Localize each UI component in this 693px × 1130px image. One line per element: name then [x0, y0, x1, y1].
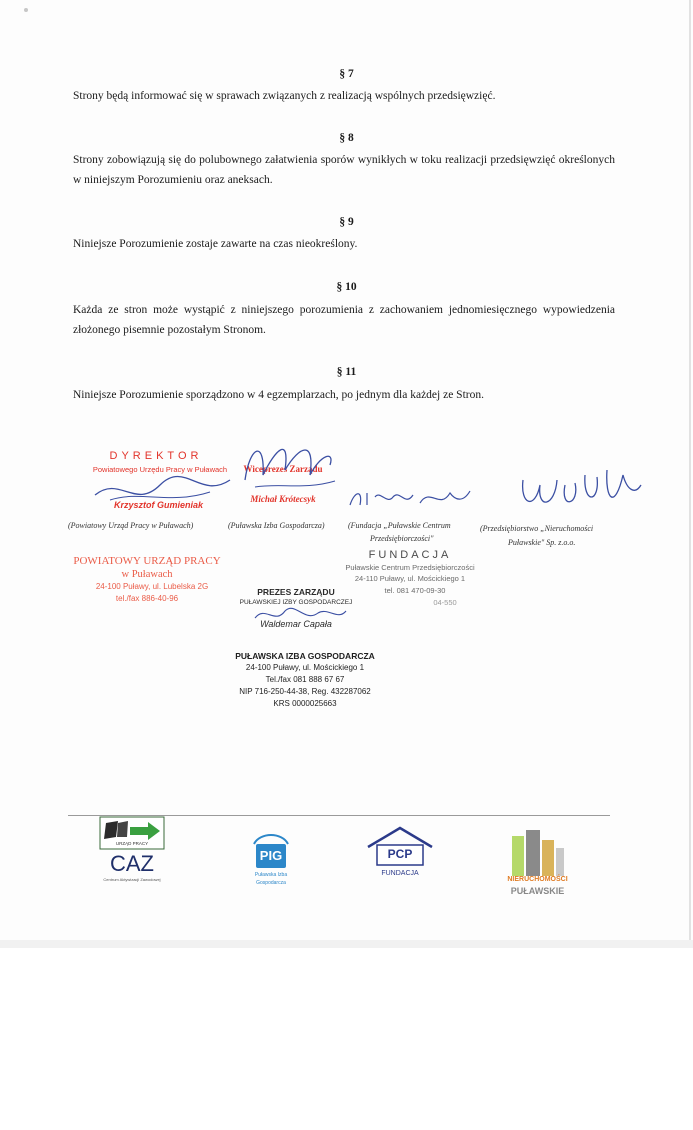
- caption-nieruchomosci-line2: Puławskie" Sp. z.o.o.: [508, 538, 576, 547]
- section-7-text: Strony będą informować się w sprawach związanych z realizacją wspólnych przedsięwzięć.: [73, 90, 496, 102]
- pcp-name: PCP: [387, 847, 413, 861]
- fundacja-stamp-line3: tel. 081 470-09-30: [384, 586, 446, 595]
- caz-name: CAZ: [110, 851, 154, 876]
- pup-director-stamp-title: DYREKTOR: [109, 450, 203, 462]
- pig-line1: Puławska Izba: [254, 872, 288, 878]
- pig-president-stamp-title: PREZES ZARZĄDU: [257, 587, 335, 597]
- signature-pig-president: [250, 603, 350, 628]
- caz-top-text: URZĄD PRACY: [115, 841, 149, 846]
- section-7-heading: § 7: [339, 68, 354, 80]
- pig-president-stamp-name: Waldemar Capała: [260, 619, 332, 629]
- section-11-text: Niniejsze Porozumienie sporządzono w 4 egzemplarzach, po jednym dla każdej ze Stron.: [73, 389, 484, 401]
- section-11-heading: § 11: [336, 366, 357, 378]
- pup-director-stamp-name: Krzysztof Gumieniak: [113, 500, 204, 510]
- pig-office-stamp-line2: 24-100 Puławy, ul. Mościckiego 1: [245, 663, 365, 672]
- fundacja-stamp-line1: Puławskie Centrum Przedsiębiorczości: [345, 563, 475, 572]
- buildings-icon: [500, 830, 575, 876]
- pig-office-stamp-line5: KRS 0000025663: [273, 699, 337, 708]
- signature-pup: [90, 470, 240, 510]
- signature-nieruchomosci: [515, 455, 645, 520]
- fundacja-stamp-title: FUNDACJA: [368, 549, 452, 561]
- pup-office-stamp-line1: POWIATOWY URZĄD PRACY: [73, 555, 221, 567]
- caz-logo: [98, 815, 166, 890]
- pcp-label: FUNDACJA: [381, 870, 419, 877]
- caption-pup: (Powiatowy Urząd Pracy w Puławach): [68, 521, 194, 530]
- signature-fundacja: [345, 485, 475, 513]
- pup-office-stamp-line4: tel./fax 886-40-96: [115, 594, 179, 603]
- pig-vice-stamp-title: Wiceprezes Zarządu: [243, 464, 323, 474]
- caption-fundacja-line1: (Fundacja „Puławskie Centrum: [348, 521, 451, 530]
- section-10-heading: § 10: [336, 281, 357, 293]
- pig-logo: [250, 830, 292, 892]
- page-bottom-edge: [0, 940, 693, 948]
- pig-office-stamp-line1: PUŁAWSKA IZBA GOSPODARCZA: [235, 651, 375, 661]
- nieruchomosci-line1: NIERUCHOMOŚCI: [507, 876, 568, 883]
- pig-name: PIG: [259, 848, 283, 863]
- signature-pig: [235, 435, 345, 495]
- nieruchomosci-logo: [500, 830, 575, 902]
- section-8-heading: § 8: [339, 132, 354, 144]
- caption-nieruchomosci-line1: (Przedsiębiorstwo „Nieruchomości: [480, 524, 594, 533]
- pig-office-stamp-line3: Tel./fax 081 888 67 67: [265, 675, 345, 684]
- pig-office-stamp-line4: NIP 716-250-44-38, Reg. 432287062: [239, 687, 371, 696]
- pig-vice-stamp-name: Michał Krótecsyk: [250, 494, 316, 504]
- pup-office-stamp-line3: 24-100 Puławy, ul. Lubelska 2G: [95, 582, 209, 591]
- pup-office-stamp-line2: w Puławach: [121, 569, 173, 580]
- pig-president-stamp-line1: PUŁAWSKIEJ IZBY GOSPODARCZEJ: [239, 599, 353, 606]
- caz-subtitle: Centrum Aktywizacji Zawodowej: [103, 877, 161, 882]
- caption-pig: (Puławska Izba Gospodarcza): [228, 521, 325, 530]
- nieruchomosci-line2: PUŁAWSKIE: [510, 886, 565, 896]
- section-8-text: Strony zobowiązują się do polubownego załatwienia sporów wynikłych w toku realizacji przedsięwzięć określonych w niniejszym Porozumieniu oraz aneksach.: [73, 154, 615, 186]
- pcp-logo: [365, 825, 435, 885]
- section-9-heading: § 9: [339, 216, 354, 228]
- pig-line2: Gospodarcza: [256, 880, 286, 886]
- pup-director-stamp-line: Powiatowego Urzędu Pracy w Puławach: [92, 465, 228, 474]
- section-9-text: Niniejsze Porozumienie zostaje zawarte na czas nieokreślony.: [73, 238, 358, 250]
- fundacja-stamp-line2: 24-110 Puławy, ul. Mościckiego 1: [354, 574, 466, 583]
- scan-mark: [24, 8, 28, 12]
- caption-fundacja-line2: Przedsiębiorczości": [370, 534, 434, 543]
- section-10-text: Każda ze stron może wystąpić z niniejszego porozumienia z zachowaniem jednomiesięcznego wypowiedzenia złożonego pisemnie pozostałym Stronom.: [73, 304, 615, 336]
- fundacja-stamp-line4: 04-550: [433, 598, 457, 607]
